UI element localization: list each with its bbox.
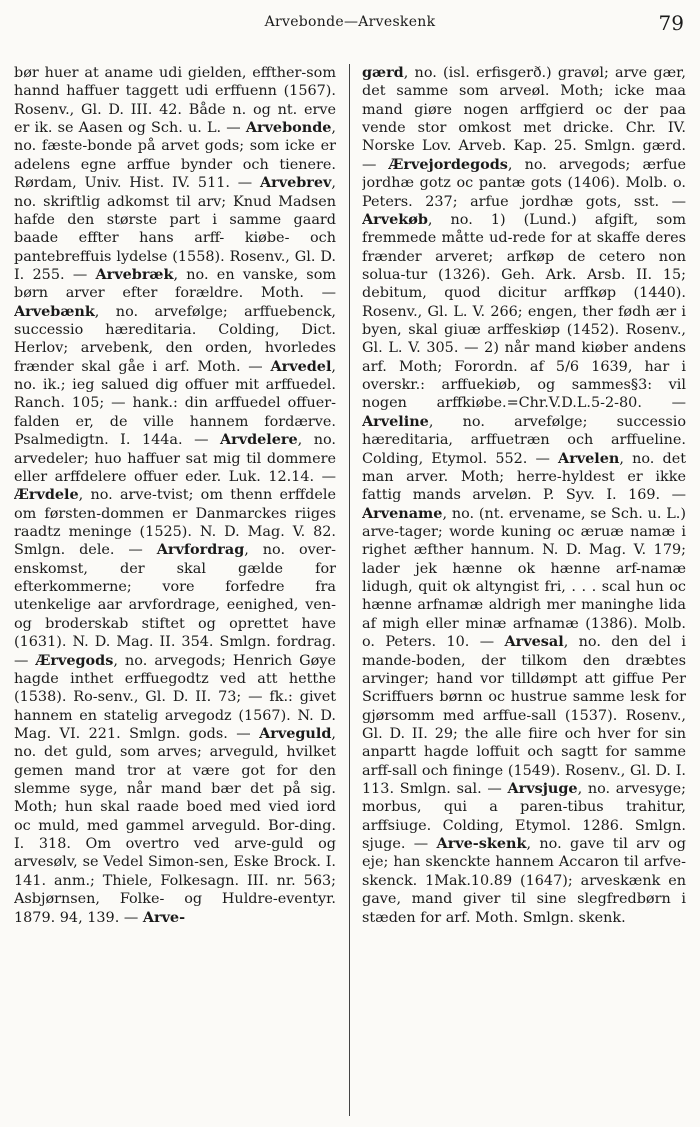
entry-text: , no. over-enskomst, der skal gælde for efterkommerne; vore forfedre fra utenkelige aar arvfordrage, eenighed, ven- og broderskab stiftet og oprettet have (1631). N. D. Mag. II. 354. Smlgn. fordrag. — xyxy=(14,542,336,669)
entry-text: , no. (isl. erfisgerð.) gravøl; arve gær, det samme som arveøl. Moth; icke maa mand giøre nogen arffgierd oc der paa vende stor omkost met dricke. Chr. IV. Norske Lov. Arveb. Kap. 25. Smlgn. gærd. — xyxy=(362,65,686,173)
entry-text: , no. arvegods; ærfue jordhæ gotz oc pantæ gots (1406). Molb. o. Peters. 237; arfue jordhæ gots, sst. — xyxy=(362,156,686,210)
headword: Arveguld xyxy=(259,724,332,742)
entry-text: , no. arvefølge; arffuebenck, successio hæreditaria. Colding, Dict. Herlov; arvebenk, den orden, hvorledes frænder skal gåe i arf. Moth. — xyxy=(14,303,336,375)
right-column-text xyxy=(362,64,686,927)
entry-text: , no. 1) (Lund.) afgift, som fremmede måtte ud-rede for at skaffe deres frænder arveret; arfkøp de cetero non solua-tur (1326). Geh. Ark. Arsb. II. 15; debitum, quod dicitur arffkøp (1440). Rosenv., Gl. L. V. 266; engen, ther fødh ær i byen, skal giuæ arffeskiøp (1452). Rosenv., Gl. L. V. 305. — 2) når mand kiøber andens arf. Moth; Forordn. af 5/6 1639, har i overskr.: arffuekiøb, og sammes§3: vil nogen arffkiøbe.=Chr.V.D.L.5-2-80. — xyxy=(362,211,686,412)
headword: Arvfordrag xyxy=(156,541,245,559)
headword: Arvebonde xyxy=(245,119,332,137)
headword: Arvelen xyxy=(558,449,620,467)
entry-text: , no. ik.; ieg salued dig offuer mit arffuedel. Ranch. 105; — hank.: din arffuedel offuer-falden er, de ville hannem fordærve. Psalmedigtn. I. 144a. — xyxy=(14,358,336,449)
left-column-text xyxy=(14,64,336,927)
headword: Ærvejordegods xyxy=(388,155,508,173)
headword: Arvebrev xyxy=(259,174,332,192)
headword: Arvebræk xyxy=(95,265,174,283)
entry-text: , no. den del i mande-boden, der tilkom den dræbtes arvinger; hand vor tilldømpt att giffue Per Scriffuers børnn oc hustrue samme lesk for gjørsomm med arffue-sall (1537). Rosenv., Gl. D. II. 29; the alle fiire och hver for sin anpartt hagde loffuit och sagtt for samme arff-sall och fininge (1549). Rosenv., Gl. D. I. 113. Smlgn. sal. — xyxy=(362,634,686,798)
entry-text: , no. arve-tvist; om thenn erffdele om førsten-dommen er Danmarckes riiges raadtz meninge (1525). N. D. Mag. V. 82. Smlgn. dele. — xyxy=(14,487,336,559)
running-head: Arvebonde—Arveskenk xyxy=(264,14,436,30)
headword: Ærvegods xyxy=(35,651,114,669)
entry-text: , no. arvesyge; morbus, qui a paren-tibus trahitur, arffsiuge. Colding, Etymol. 1286. Smlgn. sjuge. — xyxy=(362,781,686,853)
entry-text: , no. skriftlig adkomst til arv; Knud Madsen hafde den største part i samme gaard baade effter hans arff- kiøbe- och pantebreffuis lydelse (1558). Rosenv., Gl. D. I. 255. — xyxy=(14,175,336,283)
entry-text: , no. fæste-bonde på arvet gods; som icke er adelens egne arffue bynder och tienere. Rørdam, Univ. Hist. IV. 511. — xyxy=(14,120,336,192)
column-divider xyxy=(349,64,350,1116)
headword: Arvesal xyxy=(504,633,564,651)
page-number: 79 xyxy=(658,11,684,35)
right-column xyxy=(362,64,686,1114)
left-column xyxy=(14,64,336,1114)
entry-text: , no. arvefølge; successio hæreditaria, arffuetræn och arffueline. Colding, Etymol. 552. — xyxy=(362,413,686,467)
headword: Arvedel xyxy=(270,357,332,375)
headword: Arvekøb xyxy=(362,210,428,228)
headword: Arvdelere xyxy=(219,431,298,449)
entry-text: , no. en vanske, som børn arver efter forældre. Moth. — xyxy=(14,266,336,302)
headword: gærd xyxy=(362,64,404,81)
entry-text: , no. det guld, som arves; arveguld, hvilket gemen mand tror at være got for den slemme syge, når mand bær det på sig. Moth; hun skal raade boed med vied iord oc muld, med gammel arveguld. Bor-ding. I. 318. Om overtro ved arve-guld og arvesølv, se Vedel Simon-sen, Eske Brock. I. 141. anm.; Thiele, Folkesagn. III. nr. 563; Asbjørnsen, Folke- og Huldre-eventyr. 1879. 94, 139. — xyxy=(14,725,336,926)
entry-text: , no. arvegods; Henrich Gøye hagde inthet erffuegodtz ved att hetthe (1538). Ro-senv., Gl. D. II. 73; — fk.: givet hannem en statelig arvegodz (1567). N. D. Mag. VI. 221. Smlgn. gods. — xyxy=(14,652,336,742)
headword: Arve-skenk xyxy=(436,835,527,853)
entry-text: , no. det man arver. Moth; herre-hyldest er ikke fattig mands arveløn. P. Syv. I. 169. — xyxy=(362,450,686,504)
headword: Arveline xyxy=(362,412,429,430)
headword: Ærvdele xyxy=(14,486,79,504)
entry-text: bør huer at aname udi gielden, effther-som hannd haffuer taggett udi erffuenn (1567). Rosenv., Gl. D. III. 42. Både n. og nt. erve er ik. se Aasen og Sch. u. L. — xyxy=(14,65,336,137)
headword: Arvename xyxy=(362,504,443,522)
headword: Arve- xyxy=(142,908,186,926)
entry-text: , no. gave til arv og eje; han skenckte hannem Accaron til arfve-skenck. 1Mak.10.89 (1647); arveskænk en gave, mand giver til sine slegfredbørn i stæden for arf. Moth. Smlgn. skenk. xyxy=(362,836,686,926)
page-header xyxy=(0,11,700,42)
headword: Arvsjuge xyxy=(507,780,578,798)
entry-text: , no. arvedeler; huo haffuer sat mig til dommere eller arffdelere offuer eder. Luk. 12.14. — xyxy=(14,432,336,485)
entry-text: , no. (nt. ervename, se Sch. u. L.) arve-tager; worde kuning oc æruæ namæ i righet æfther hannum. N. D. Mag. V. 179; lader jek hænne ok hænne arf-namæ lidugh, quit ok altyngist fri, . . . scal hun oc hænne arfnamæ aldrigh mer maninghe lida af migh eller minæ arfnamæ (1386). Molb. o. Peters. 10. — xyxy=(362,505,686,651)
headword: Arvebænk xyxy=(14,302,95,320)
